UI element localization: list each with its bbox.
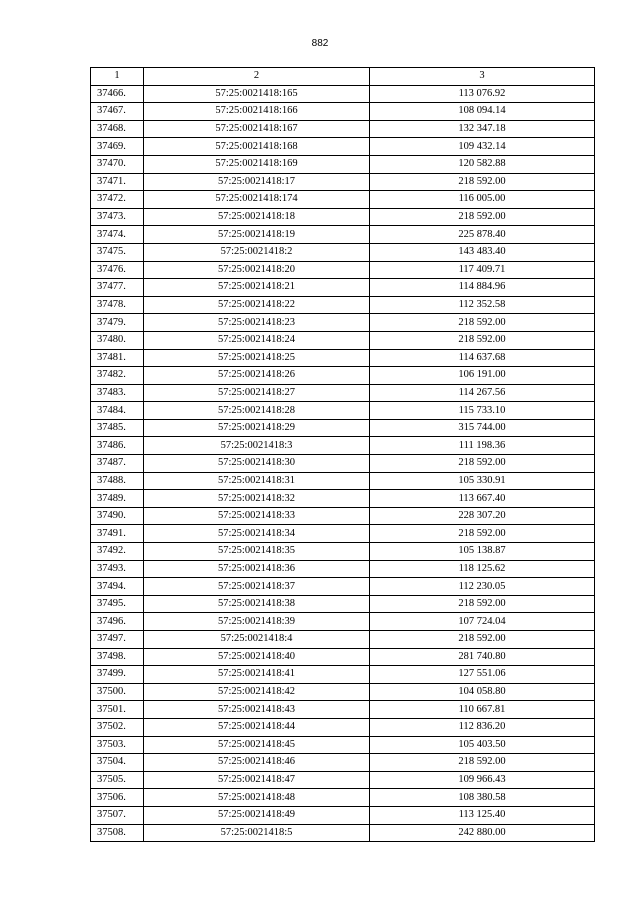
cadastral-number-cell: 57:25:0021418:3 [144, 437, 370, 455]
cadastral-number-cell: 57:25:0021418:34 [144, 525, 370, 543]
row-number-cell: 37499. [91, 666, 144, 684]
value-cell: 218 592.00 [370, 631, 595, 649]
row-number-cell: 37504. [91, 754, 144, 772]
table-row [91, 331, 595, 349]
row-number-cell: 37468. [91, 120, 144, 138]
value-cell: 116 005.00 [370, 191, 595, 209]
value-cell: 218 592.00 [370, 754, 595, 772]
cadastral-number-cell: 57:25:0021418:32 [144, 490, 370, 508]
cadastral-number-cell: 57:25:0021418:19 [144, 226, 370, 244]
row-number-cell: 37483. [91, 384, 144, 402]
row-number-cell: 37492. [91, 543, 144, 561]
row-number-cell: 37502. [91, 718, 144, 736]
value-cell: 104 058.80 [370, 683, 595, 701]
value-cell: 112 352.58 [370, 296, 595, 314]
cadastral-number-cell: 57:25:0021418:27 [144, 384, 370, 402]
row-number-cell: 37481. [91, 349, 144, 367]
value-cell: 143 483.40 [370, 243, 595, 261]
value-cell: 113 667.40 [370, 490, 595, 508]
value-cell: 118 125.62 [370, 560, 595, 578]
row-number-cell: 37482. [91, 367, 144, 385]
table-row [91, 736, 595, 754]
header-row [91, 68, 595, 86]
column-header-3: 3 [370, 68, 595, 86]
row-number-cell: 37489. [91, 490, 144, 508]
table-row [91, 771, 595, 789]
row-number-cell: 37467. [91, 103, 144, 121]
value-cell: 114 884.96 [370, 279, 595, 297]
row-number-cell: 37493. [91, 560, 144, 578]
cadastral-number-cell: 57:25:0021418:17 [144, 173, 370, 191]
value-cell: 117 409.71 [370, 261, 595, 279]
value-cell: 106 191.00 [370, 367, 595, 385]
table-row [91, 648, 595, 666]
table-row [91, 701, 595, 719]
table-row [91, 437, 595, 455]
value-cell: 218 592.00 [370, 595, 595, 613]
cadastral-number-cell: 57:25:0021418:36 [144, 560, 370, 578]
cadastral-number-cell: 57:25:0021418:31 [144, 472, 370, 490]
table-row [91, 507, 595, 525]
table-row [91, 718, 595, 736]
table-row [91, 472, 595, 490]
data-table [90, 67, 595, 842]
cadastral-number-cell: 57:25:0021418:49 [144, 806, 370, 824]
table-row [91, 85, 595, 103]
row-number-cell: 37472. [91, 191, 144, 209]
cadastral-number-cell: 57:25:0021418:26 [144, 367, 370, 385]
value-cell: 225 878.40 [370, 226, 595, 244]
value-cell: 218 592.00 [370, 208, 595, 226]
row-number-cell: 37486. [91, 437, 144, 455]
table-body [91, 85, 595, 842]
table-row [91, 261, 595, 279]
table-row [91, 384, 595, 402]
row-number-cell: 37484. [91, 402, 144, 420]
value-cell: 115 733.10 [370, 402, 595, 420]
value-cell: 218 592.00 [370, 525, 595, 543]
cadastral-number-cell: 57:25:0021418:33 [144, 507, 370, 525]
table-row [91, 824, 595, 842]
table-row [91, 173, 595, 191]
cadastral-number-cell: 57:25:0021418:174 [144, 191, 370, 209]
table-row [91, 455, 595, 473]
value-cell: 281 740.80 [370, 648, 595, 666]
table-row [91, 314, 595, 332]
table-row [91, 138, 595, 156]
table-row [91, 595, 595, 613]
table-row [91, 789, 595, 807]
table-row [91, 578, 595, 596]
table-row [91, 120, 595, 138]
cadastral-number-cell: 57:25:0021418:168 [144, 138, 370, 156]
table-row [91, 419, 595, 437]
cadastral-number-cell: 57:25:0021418:30 [144, 455, 370, 473]
table-row [91, 367, 595, 385]
row-number-cell: 37488. [91, 472, 144, 490]
value-cell: 120 582.88 [370, 155, 595, 173]
value-cell: 105 330.91 [370, 472, 595, 490]
cadastral-number-cell: 57:25:0021418:167 [144, 120, 370, 138]
cadastral-number-cell: 57:25:0021418:29 [144, 419, 370, 437]
value-cell: 114 637.68 [370, 349, 595, 367]
cadastral-number-cell: 57:25:0021418:37 [144, 578, 370, 596]
cadastral-number-cell: 57:25:0021418:47 [144, 771, 370, 789]
cadastral-number-cell: 57:25:0021418:4 [144, 631, 370, 649]
value-cell: 105 138.87 [370, 543, 595, 561]
cadastral-number-cell: 57:25:0021418:166 [144, 103, 370, 121]
value-cell: 108 380.58 [370, 789, 595, 807]
cadastral-number-cell: 57:25:0021418:23 [144, 314, 370, 332]
table-row [91, 103, 595, 121]
cadastral-number-cell: 57:25:0021418:46 [144, 754, 370, 772]
value-cell: 105 403.50 [370, 736, 595, 754]
value-cell: 112 230.05 [370, 578, 595, 596]
row-number-cell: 37500. [91, 683, 144, 701]
cadastral-number-cell: 57:25:0021418:38 [144, 595, 370, 613]
row-number-cell: 37501. [91, 701, 144, 719]
table-row [91, 243, 595, 261]
cadastral-number-cell: 57:25:0021418:24 [144, 331, 370, 349]
value-cell: 113 125.40 [370, 806, 595, 824]
row-number-cell: 37487. [91, 455, 144, 473]
cadastral-number-cell: 57:25:0021418:22 [144, 296, 370, 314]
cadastral-number-cell: 57:25:0021418:42 [144, 683, 370, 701]
value-cell: 109 966.43 [370, 771, 595, 789]
value-cell: 109 432.14 [370, 138, 595, 156]
value-cell: 112 836.20 [370, 718, 595, 736]
row-number-cell: 37496. [91, 613, 144, 631]
table-row [91, 191, 595, 209]
table-row [91, 683, 595, 701]
cadastral-number-cell: 57:25:0021418:18 [144, 208, 370, 226]
cadastral-number-cell: 57:25:0021418:35 [144, 543, 370, 561]
cadastral-number-cell: 57:25:0021418:44 [144, 718, 370, 736]
row-number-cell: 37505. [91, 771, 144, 789]
value-cell: 315 744.00 [370, 419, 595, 437]
table-row [91, 208, 595, 226]
value-cell: 228 307.20 [370, 507, 595, 525]
row-number-cell: 37490. [91, 507, 144, 525]
value-cell: 113 076.92 [370, 85, 595, 103]
row-number-cell: 37476. [91, 261, 144, 279]
row-number-cell: 37491. [91, 525, 144, 543]
table-row [91, 754, 595, 772]
cadastral-number-cell: 57:25:0021418:25 [144, 349, 370, 367]
cadastral-number-cell: 57:25:0021418:39 [144, 613, 370, 631]
row-number-cell: 37475. [91, 243, 144, 261]
cadastral-number-cell: 57:25:0021418:5 [144, 824, 370, 842]
table-row [91, 560, 595, 578]
cadastral-number-cell: 57:25:0021418:2 [144, 243, 370, 261]
cadastral-number-cell: 57:25:0021418:43 [144, 701, 370, 719]
cadastral-number-cell: 57:25:0021418:21 [144, 279, 370, 297]
value-cell: 127 551.06 [370, 666, 595, 684]
table-row [91, 279, 595, 297]
row-number-cell: 37469. [91, 138, 144, 156]
row-number-cell: 37495. [91, 595, 144, 613]
row-number-cell: 37503. [91, 736, 144, 754]
row-number-cell: 37498. [91, 648, 144, 666]
value-cell: 132 347.18 [370, 120, 595, 138]
cadastral-number-cell: 57:25:0021418:165 [144, 85, 370, 103]
table-row [91, 226, 595, 244]
page-number: 882 [311, 38, 329, 49]
table-row [91, 525, 595, 543]
row-number-cell: 37506. [91, 789, 144, 807]
table-row [91, 631, 595, 649]
cadastral-number-cell: 57:25:0021418:45 [144, 736, 370, 754]
value-cell: 111 198.36 [370, 437, 595, 455]
row-number-cell: 37480. [91, 331, 144, 349]
value-cell: 108 094.14 [370, 103, 595, 121]
table-row [91, 349, 595, 367]
cadastral-number-cell: 57:25:0021418:41 [144, 666, 370, 684]
cadastral-number-cell: 57:25:0021418:48 [144, 789, 370, 807]
row-number-cell: 37466. [91, 85, 144, 103]
cadastral-number-cell: 57:25:0021418:20 [144, 261, 370, 279]
cadastral-number-cell: 57:25:0021418:169 [144, 155, 370, 173]
table-row [91, 666, 595, 684]
value-cell: 218 592.00 [370, 173, 595, 191]
table-row [91, 806, 595, 824]
table-row [91, 613, 595, 631]
table-row [91, 155, 595, 173]
row-number-cell: 37477. [91, 279, 144, 297]
row-number-cell: 37470. [91, 155, 144, 173]
table-row [91, 490, 595, 508]
value-cell: 242 880.00 [370, 824, 595, 842]
value-cell: 218 592.00 [370, 314, 595, 332]
column-header-2: 2 [144, 68, 370, 86]
table-row [91, 402, 595, 420]
value-cell: 110 667.81 [370, 701, 595, 719]
column-header-1: 1 [91, 68, 144, 86]
cadastral-number-cell: 57:25:0021418:40 [144, 648, 370, 666]
cadastral-number-cell: 57:25:0021418:28 [144, 402, 370, 420]
table-row [91, 296, 595, 314]
row-number-cell: 37508. [91, 824, 144, 842]
value-cell: 114 267.56 [370, 384, 595, 402]
row-number-cell: 37485. [91, 419, 144, 437]
row-number-cell: 37494. [91, 578, 144, 596]
value-cell: 218 592.00 [370, 331, 595, 349]
row-number-cell: 37474. [91, 226, 144, 244]
row-number-cell: 37471. [91, 173, 144, 191]
value-cell: 218 592.00 [370, 455, 595, 473]
row-number-cell: 37473. [91, 208, 144, 226]
row-number-cell: 37497. [91, 631, 144, 649]
table-row [91, 543, 595, 561]
row-number-cell: 37507. [91, 806, 144, 824]
row-number-cell: 37478. [91, 296, 144, 314]
value-cell: 107 724.04 [370, 613, 595, 631]
row-number-cell: 37479. [91, 314, 144, 332]
